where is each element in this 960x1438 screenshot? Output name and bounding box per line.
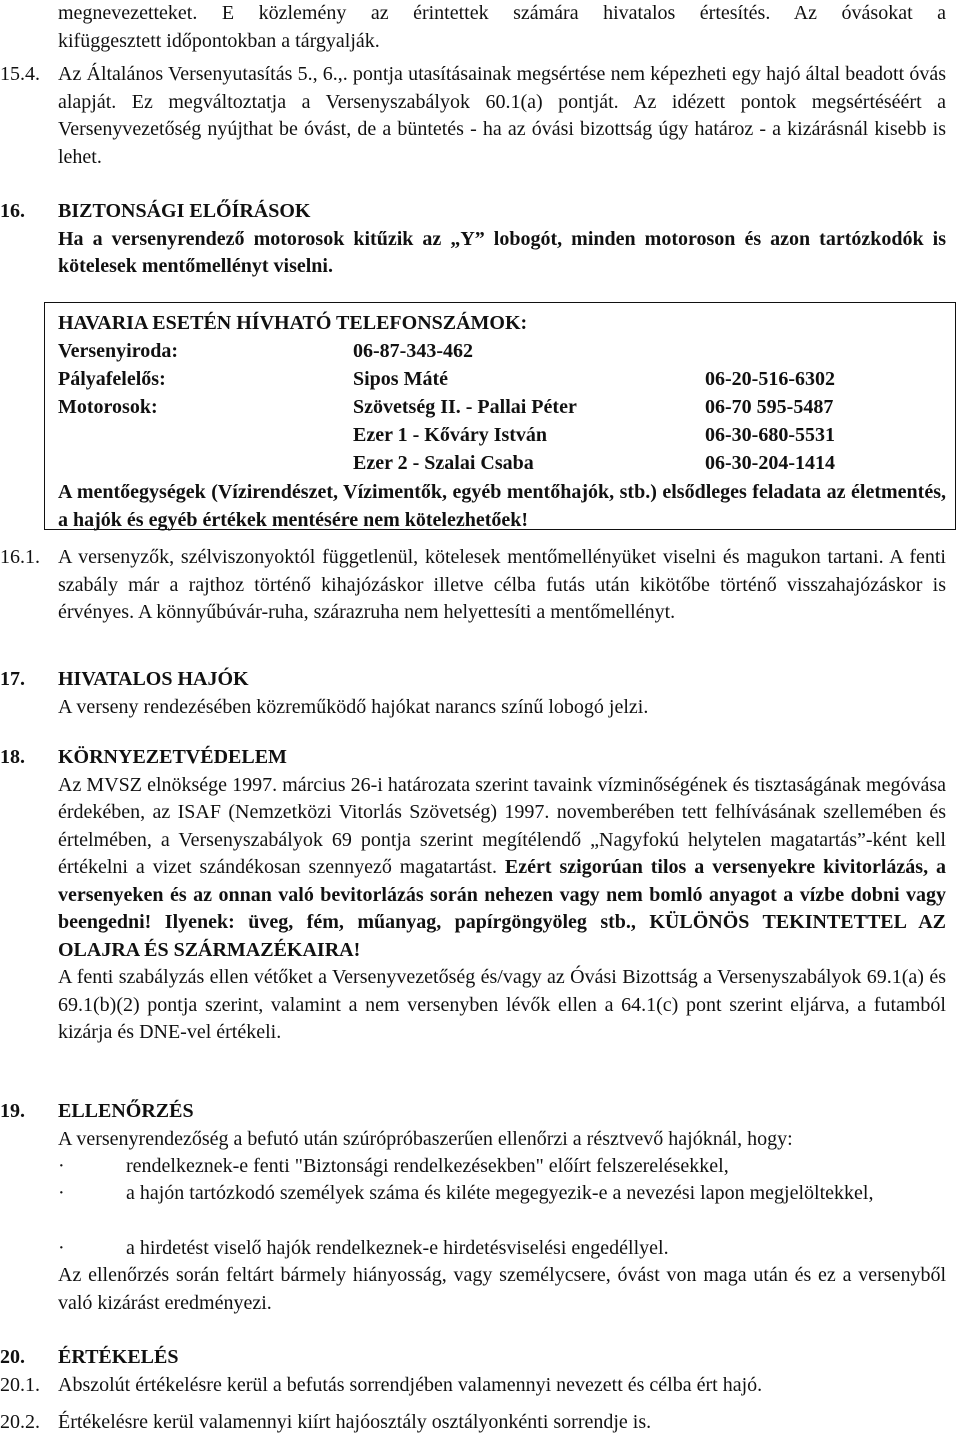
- body-text: Az MVSZ elnöksége 1997. március 26-i határozata szerint tavaink vízminőségének és tisztaságának megóvása érdekében, az ISAF (Nemzetközi Vitorlás Szövetség) 1997. novemberében tett felhívásának szellemében és értelmében, a Versenyszabályok 69 pontja szerint megítélendő „Nagyfokú helytelen magatartás”-ként kell értékelni a vizet szándékosan szennyező magatartást.: [58, 773, 946, 878]
- section-body: Az Általános Versenyutasítás 5., 6.,. pontja utasításainak megsértése nem képezheti egy hajó által beadott óvás alapját. Ez megváltoztatja a Versenyszabályok 60.1(a) pontját. Az idézett pontok megsértéséért a Versenyvezetőség nyújthat be óvást, de a büntetés - ha az óvási bizottság úgy határoz - a kizárásnál kisebb is lehet.: [58, 63, 946, 168]
- section-body: A versenyzők, szélviszonyoktól függetlenül, kötelesek mentőmellényüket viselni és magukon tartani. A fenti szabály már a rajthoz történő kihajózáskor illetve célba futás után kikötőbe történő visszahajózáskor is érvényes. A könnyűbúvár-ruha, szárazruha nem helyettesíti a mentőmellényt.: [58, 546, 946, 623]
- section-body: A verseny rendezésében közreműködő hajókat narancs színű lobogó jelzi.: [58, 695, 649, 718]
- contact-name: 06-87-343-462: [353, 340, 473, 362]
- bullet-item: [58, 1153, 946, 1180]
- contact-row: [58, 422, 946, 450]
- emergency-note: A mentőegységek (Vízirendészet, Vízimentők, egyéb mentőhajók, stb.) elsődleges feladata az életmentés, a hajók és egyéb értékek mentésére nem kötelezhetőek!: [58, 481, 946, 531]
- section-number: 18.: [0, 746, 25, 768]
- contact-row: [58, 450, 946, 478]
- section-title: ÉRTÉKELÉS: [58, 1346, 179, 1368]
- emergency-heading: HAVARIA ESETÉN HÍVHATÓ TELEFONSZÁMOK:: [58, 312, 528, 334]
- section-title: HIVATALOS HAJÓK: [58, 668, 249, 690]
- section-body: Abszolút értékelésre kerül a befutás sorrendjében valamennyi nevezett és célba ért hajó.: [58, 1374, 763, 1396]
- paragraph-line: megnevezetteket. E közlemény az érintettek számára hivatalos értesítés. Az óvásokat a: [58, 2, 946, 24]
- bullet-text: a hirdetést viselő hajók rendelkeznek-e hirdetésviselési engedéllyel.: [126, 1237, 669, 1259]
- contact-role: Motorosok:: [58, 396, 158, 418]
- contact-role: Versenyiroda:: [58, 340, 178, 362]
- emergency-contacts: [58, 310, 946, 534]
- bullet-item: [58, 1235, 946, 1262]
- section-number: 16.: [0, 200, 25, 222]
- section-body: Ha a versenyrendező motorosok kitűzik az „Y” lobogót, minden motoroson és azon tartózkodók is kötelesek mentőmellényt viselni.: [58, 227, 946, 277]
- section-body: [58, 772, 946, 965]
- section-number: 16.1.: [0, 546, 40, 568]
- contact-name: Ezer 2 - Szalai Csaba: [353, 452, 534, 474]
- section-number: 20.2.: [0, 1411, 40, 1433]
- contact-row: [58, 394, 946, 422]
- bullet-icon: ·: [58, 1155, 65, 1177]
- bullet-icon: ·: [58, 1237, 65, 1259]
- section-number: 19.: [0, 1100, 25, 1122]
- contact-row: [58, 338, 946, 366]
- contact-phone: 06-30-204-1414: [705, 452, 835, 474]
- bullet-text: a hajón tartózkodó személyek száma és kiléte megegyezik-e a nevezési lapon megjelöltekkel,: [126, 1182, 874, 1204]
- section-title: BIZTONSÁGI ELŐÍRÁSOK: [58, 200, 311, 222]
- section-title: ELLENŐRZÉS: [58, 1100, 194, 1122]
- section-number: 20.: [0, 1346, 25, 1368]
- contact-phone: 06-70 595-5487: [705, 396, 834, 418]
- bullet-text: rendelkeznek-e fenti "Biztonsági rendelkezésekben" előírt felszerelésekkel,: [126, 1155, 729, 1177]
- section-title: KÖRNYEZETVÉDELEM: [58, 746, 287, 768]
- section-body-continued: A fenti szabályzás ellen vétőket a Versenyvezetőség és/vagy az Óvási Bizottság a Versenyszabályok 69.1(a) és 69.1(b)(2) pontja szerint, valamint a nem versenyben lévők ellen a 64.1(c) pont szerint eljárva, a futamból kizárja és DNE-vel értékeli.: [58, 966, 946, 1043]
- contact-row: [58, 366, 946, 394]
- contact-role: Pályafelelős:: [58, 368, 166, 390]
- section-number: 17.: [0, 668, 25, 690]
- section-intro: A versenyrendezőség a befutó után szúrópróbaszerűen ellenőrzi a résztvevő hajóknál, hogy:: [58, 1127, 793, 1150]
- section-number: 15.4.: [0, 63, 40, 85]
- warning-text: Ezért szigorúan tilos a versenyekre kivitorlázás, a versenyeken és az onnan való bevitorlázás során nehezen vagy nem bomló anyagot a vízbe dobni vagy beengedni! Ilyenek: üveg, fém, műanyag, papírgöngyöleg stb., KÜLÖNÖS TEKINTETTEL AZ OLAJRA ÉS SZÁRMAZÉKAIRA!: [58, 856, 947, 961]
- section-number: 20.1.: [0, 1374, 40, 1396]
- section-body: Értékelésre kerül valamennyi kiírt hajóosztály osztályonkénti sorrendje is.: [58, 1411, 652, 1433]
- bullet-icon: ·: [58, 1182, 65, 1204]
- contact-phone: 06-20-516-6302: [705, 368, 835, 390]
- contact-phone: 06-30-680-5531: [705, 424, 835, 446]
- contact-name: Ezer 1 - Kőváry István: [353, 424, 548, 446]
- bullet-item: [58, 1180, 946, 1235]
- contact-name: Sipos Máté: [353, 368, 448, 390]
- contact-name: Szövetség II. - Pallai Péter: [353, 396, 577, 418]
- section-closing: Az ellenőrzés során feltárt bármely hiányosság, vagy személycsere, óvást von maga után és ez a versenyből való kizárást eredményezi.: [58, 1264, 946, 1314]
- paragraph-line: kifüggesztett időpontokban a tárgyalják.: [58, 29, 380, 52]
